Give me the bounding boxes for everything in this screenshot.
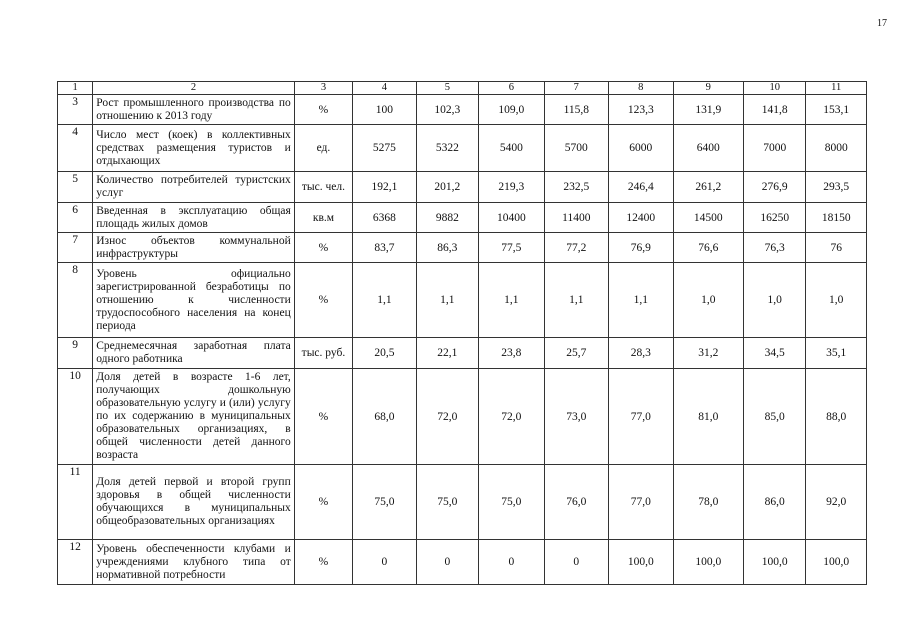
value-cell: 77,5 (479, 233, 544, 263)
value-cell: 293,5 (806, 172, 867, 203)
value-cell: 0 (353, 540, 416, 585)
value-cell: 115,8 (544, 95, 608, 125)
row-number-cell: 4 (58, 125, 93, 172)
value-cell: 76,9 (609, 233, 673, 263)
value-cell: 76,3 (744, 233, 806, 263)
table-row (58, 465, 867, 540)
column-number-cell: 8 (609, 82, 673, 95)
value-cell: 75,0 (416, 465, 478, 540)
page-number: 17 (877, 18, 887, 29)
value-cell: 31,2 (673, 338, 744, 369)
column-number-cell: 2 (93, 82, 294, 95)
value-cell: 5322 (416, 125, 478, 172)
value-cell: 102,3 (416, 95, 478, 125)
row-number-cell: 7 (58, 233, 93, 263)
value-cell: 219,3 (479, 172, 544, 203)
row-number-cell: 5 (58, 172, 93, 203)
value-cell: 246,4 (609, 172, 673, 203)
row-number-cell: 10 (58, 369, 93, 465)
row-number-cell: 12 (58, 540, 93, 585)
value-cell: 7000 (744, 125, 806, 172)
value-cell: 1,0 (806, 263, 867, 338)
value-cell: 10400 (479, 203, 544, 233)
table-row (58, 203, 867, 233)
value-cell: 92,0 (806, 465, 867, 540)
indicator-name-cell: Износ объектов коммунальной инфраструктуры (93, 233, 294, 263)
value-cell: 0 (416, 540, 478, 585)
value-cell: 34,5 (744, 338, 806, 369)
column-number-cell: 3 (294, 82, 352, 95)
value-cell: 232,5 (544, 172, 608, 203)
unit-cell: тыс. чел. (294, 172, 352, 203)
indicator-name-cell: Доля детей в возрасте 1-6 лет, получающих дошкольную образовательную услугу и (или) услугу по их содержанию в муниципальных образовательных организациях, в общей численности детей данного возраста (93, 369, 294, 465)
value-cell: 5275 (353, 125, 416, 172)
table-row (58, 233, 867, 263)
value-cell: 23,8 (479, 338, 544, 369)
value-cell: 81,0 (673, 369, 744, 465)
value-cell: 261,2 (673, 172, 744, 203)
value-cell: 141,8 (744, 95, 806, 125)
column-number-cell: 11 (806, 82, 867, 95)
value-cell: 86,0 (744, 465, 806, 540)
value-cell: 100,0 (673, 540, 744, 585)
row-number-cell: 6 (58, 203, 93, 233)
value-cell: 201,2 (416, 172, 478, 203)
value-cell: 100 (353, 95, 416, 125)
value-cell: 276,9 (744, 172, 806, 203)
column-number-cell: 7 (544, 82, 608, 95)
value-cell: 1,1 (416, 263, 478, 338)
value-cell: 12400 (609, 203, 673, 233)
value-cell: 6368 (353, 203, 416, 233)
value-cell: 1,1 (353, 263, 416, 338)
value-cell: 123,3 (609, 95, 673, 125)
value-cell: 1,1 (544, 263, 608, 338)
indicator-name-cell: Количество потребителей туристских услуг (93, 172, 294, 203)
column-number-cell: 10 (744, 82, 806, 95)
unit-cell: тыс. руб. (294, 338, 352, 369)
value-cell: 86,3 (416, 233, 478, 263)
value-cell: 76 (806, 233, 867, 263)
unit-cell: % (294, 233, 352, 263)
value-cell: 9882 (416, 203, 478, 233)
value-cell: 5400 (479, 125, 544, 172)
value-cell: 14500 (673, 203, 744, 233)
indicators-table (57, 81, 867, 585)
row-number-cell: 11 (58, 465, 93, 540)
column-number-cell: 4 (353, 82, 416, 95)
table-row (58, 369, 867, 465)
column-number-cell: 9 (673, 82, 744, 95)
value-cell: 0 (479, 540, 544, 585)
unit-cell: % (294, 540, 352, 585)
table-row (58, 540, 867, 585)
column-number-cell: 5 (416, 82, 478, 95)
value-cell: 131,9 (673, 95, 744, 125)
value-cell: 0 (544, 540, 608, 585)
unit-cell: % (294, 263, 352, 338)
value-cell: 1,0 (673, 263, 744, 338)
value-cell: 16250 (744, 203, 806, 233)
value-cell: 35,1 (806, 338, 867, 369)
row-number-cell: 9 (58, 338, 93, 369)
table-row (58, 338, 867, 369)
value-cell: 75,0 (353, 465, 416, 540)
value-cell: 77,0 (609, 369, 673, 465)
value-cell: 153,1 (806, 95, 867, 125)
value-cell: 1,1 (609, 263, 673, 338)
value-cell: 77,0 (609, 465, 673, 540)
indicator-name-cell: Рост промышленного производства по отношению к 2013 году (93, 95, 294, 125)
value-cell: 68,0 (353, 369, 416, 465)
value-cell: 75,0 (479, 465, 544, 540)
value-cell: 1,1 (479, 263, 544, 338)
table-row (58, 125, 867, 172)
unit-cell: % (294, 465, 352, 540)
table-row (58, 263, 867, 338)
indicator-name-cell: Введенная в эксплуатацию общая площадь жилых домов (93, 203, 294, 233)
value-cell: 76,6 (673, 233, 744, 263)
value-cell: 109,0 (479, 95, 544, 125)
value-cell: 78,0 (673, 465, 744, 540)
value-cell: 77,2 (544, 233, 608, 263)
indicator-name-cell: Доля детей первой и второй групп здоровья в общей численности обучающихся в муниципальных общеобразовательных организациях (93, 465, 294, 540)
value-cell: 1,0 (744, 263, 806, 338)
indicator-name-cell: Среднемесячная заработная плата одного работника (93, 338, 294, 369)
value-cell: 100,0 (609, 540, 673, 585)
unit-cell: % (294, 95, 352, 125)
indicator-name-cell: Уровень официально зарегистрированной безработицы по отношению к численности трудоспособного населения на конец периода (93, 263, 294, 338)
value-cell: 72,0 (479, 369, 544, 465)
value-cell: 192,1 (353, 172, 416, 203)
column-number-cell: 6 (479, 82, 544, 95)
value-cell: 5700 (544, 125, 608, 172)
value-cell: 100,0 (744, 540, 806, 585)
value-cell: 72,0 (416, 369, 478, 465)
column-number-row (58, 82, 867, 95)
value-cell: 18150 (806, 203, 867, 233)
table-row (58, 172, 867, 203)
value-cell: 73,0 (544, 369, 608, 465)
value-cell: 28,3 (609, 338, 673, 369)
unit-cell: % (294, 369, 352, 465)
value-cell: 11400 (544, 203, 608, 233)
unit-cell: кв.м (294, 203, 352, 233)
value-cell: 6400 (673, 125, 744, 172)
value-cell: 83,7 (353, 233, 416, 263)
value-cell: 88,0 (806, 369, 867, 465)
table-row (58, 95, 867, 125)
row-number-cell: 8 (58, 263, 93, 338)
value-cell: 20,5 (353, 338, 416, 369)
value-cell: 85,0 (744, 369, 806, 465)
unit-cell: ед. (294, 125, 352, 172)
row-number-cell: 3 (58, 95, 93, 125)
indicator-name-cell: Число мест (коек) в коллективных средствах размещения туристов и отдыхающих (93, 125, 294, 172)
value-cell: 100,0 (806, 540, 867, 585)
value-cell: 25,7 (544, 338, 608, 369)
value-cell: 6000 (609, 125, 673, 172)
value-cell: 76,0 (544, 465, 608, 540)
column-number-cell: 1 (58, 82, 93, 95)
indicator-name-cell: Уровень обеспеченности клубами и учреждениями клубного типа от нормативной потребности (93, 540, 294, 585)
value-cell: 8000 (806, 125, 867, 172)
value-cell: 22,1 (416, 338, 478, 369)
